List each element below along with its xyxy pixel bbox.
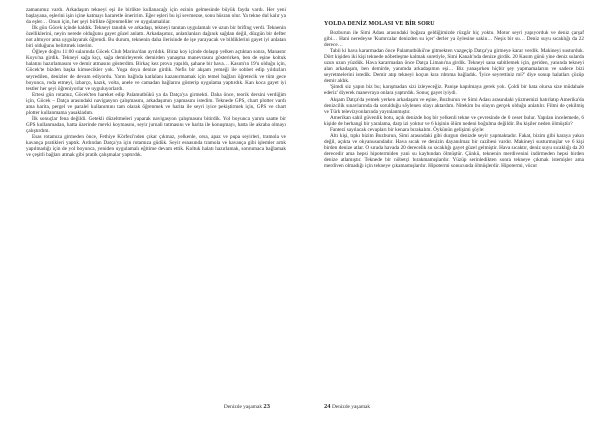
footer-label: Denizde yaşamak — [223, 404, 263, 410]
paragraph: Amerikan sahil güvenlik botu, açık denizde boş bir yelkenli tekne ve çevresinde de 6 ceset bulur. Yapılan incelemede, 6 kişide de herhangi bir yaralama, darp izi yoktur ve 6 kişinin ölüm nedeni boğulma değildir. Bu kişiler neden ölmüştür? — [324, 114, 584, 127]
footer-label: Denizde yaşamak — [331, 404, 371, 410]
paragraph: Fantezi sayılacak cevapları bir kenara bırakalım. Öykünün gelişimi şöyle: — [330, 126, 485, 133]
paragraph: Ertesi gün rotamız, Göcek'ten hareket edip Palamutbükü ya da Datça'ya girmekti. Daha önce, teorik dersini verdiğim için, Göcek – Datça arasındaki navigasyon çalışmasını, arkadaşımın yapmasını istedim. Teknede GPS, chart plotter vardı ama harita, pergel ve paralel kullanımını tam olarak öğrenmek ve harita ile seyri iyice pekiştirmek için, GPS ve chart plotter kullanmama yasakladım. — [26, 91, 286, 116]
paragraph: 'Şimdi siz yapın biz bu; karışmadan sizi izleyeceğiz. Panişe kapılmaya gerek yok. Çoldi bir hata olursa size müdahale ederiz' diyerek manevraya onlara yaptırdık. Sonuç gayet iyiydi. — [324, 84, 584, 97]
left-page-text — [26, 7, 286, 158]
paragraph: Akşam Datça'da yemek yerken arkadaşım ve eşine, Bozburun ve Simi Adası arasındaki yüzmemizi hatırlatıp Amerika'da denizcilik sınavlarında da sorulduğu söylenen olayı aktardım. Nitekim bu olayın gerçek olduğu anlatılır. Filmi de çekilmiş ve Türk televizyonlarında yayınlanmıştır. — [324, 96, 584, 115]
left-page-footer — [224, 403, 270, 411]
paragraph: Bozburun ile Simi Adası arasındaki boğaza geldiğimizde rüzgâr hiç yoktu. Motor seyri yapıyorduk ve deniz çarşaf gibi… Hani neredeyse 'Kumrcalar denizden su içer' derler ya öylesine sakin… Neşis bir su… Deniz suyu sıcaklığı da 22 derece… — [324, 30, 584, 49]
page-number: 23 — [263, 403, 270, 410]
paragraph: Altı kişi, tıpkı bizim Bozburun, Simi arasındaki gibi durgun denizde seyir yapmaktadır. Fakat, bizim gibi karaya yakın değil, açıkta ve okyanusundadır. Hava sıcak ve denizin dayanılmaz bir cazibesi vardır. Makineyi susturmuşlar ve 6 kişi birden denize atlar. O sırada havada 20 derecelik su sıcaklığı gayet güzel gelmiştir. Hava sıcaktır, deniz suyu sıcaklığı da 20 derecedir ama hepsi hipotermiden yani su kaybından ölmüştür. Çünkü, teknenin merdivenini indirmeden hepsi birden denize atlamıştır. Teknede bir nöbetçi bırakmamışlardır. Yüzüp serinledikten sonra tekneye çıkmak istemişler ama merdiven olmadığı için tekneye çıkamamışlardır. Hipotermi sonucunda ölmüşlerdir. Hipotermi, vücut — [324, 132, 584, 170]
paragraph: Öğleye doğru 11:00 sularında Göcek Club Marina'dan ayrıldık. Biraz koy içinde dolaşıp yelken açtıktan sonra, Manastır Koyu'na girdik. Tekneyi sağa kıçı, sağa demirleyerek demirden yanaşma manevrasını gösterirken, ben de eşine koltuk halatını hazırlamasını ve demir atmasını gösterdim. Birkaç kez prova yapıldı, şahane bir hava… Kasım'ın 19'u olduğu için, Göcek'te bizden başka kimsecikler yok. Yoga doya denize girdik. Nefis bir akşam yemeği ile sohbet edip yıldızları seyredilen, denizler de devam ediyordu. Yarın bağlıda katlalanı kazanırmamak için temel bağları öğretecik ve tüm gece boyunca, roda etmeyi, izbarço, kazık, volta, anele ve camadan bağlarını gösterip uygulama yaptırdık. Kan koca gayet iyi testler her şeyi öğreniyorlar ve uyguluyorlardı. — [26, 49, 286, 92]
right-page-footer — [324, 403, 370, 411]
paragraph: İlk sonuçlar fena değildi. Getekli düzeltmeleri yaparak navigasyon çalışmasını bitirdik. Yol boyunca yarım saatte bir GPS kullanmadan, hatta üzerinde mevki koymasını, seyir jurnali tutmasını ve harita ile konuşmayı, hatta ile akraba olmayı çalıştırdım. — [26, 115, 286, 134]
page-number: 24 — [324, 403, 331, 410]
right-page — [300, 0, 600, 427]
right-page-text — [324, 21, 584, 169]
paragraph: Tabii ki hava kararmadan önce Palamutbükü'ne gitmekten vazgeçip Datça'ya girmeye karar verdik. Makineyi susturduk. Dört kişiden iki kişi teknede nöbetleşme kalmak suretiyle, Simi Kanalı'nda denize girdik. 20 Kasım günü yine deniz sularda uzun uzun yüzdük. Hava kararmadan önce Datça Limanı'na girdik. Tekneyi sana sabitlemek için, geriden, yanında tekneyi alan arkadaşım, ben demirde, yanımda arkadaşımın eşi… Biz yanaşırken hiçbir şey yapmamalarını ve sadece bizi seyretmelerini istedik. Demir atıp tekneyi koçun kıra rıhtıma bağladık. 'İyice seyrettiniz mi?' diye sonup halatları çözüp demir aldık. — [324, 48, 584, 85]
paragraph: Esas rotamıza girmeden önce, Fethiye Körfezi'nden çıkar çıkmaz, yelkenle, orsa, apaz ve pupa seyirleri, tramola ve kavança pratikleri yaptık. Ardından Datça'ya için rotamıza güdük. Seyir esnasında tramola ve kavança gibi işlemler artık yapılmadığı için de yol boyunca, yeniden uygulamalı eğitime devam ettik. Koltuk halatı hazırlamak, sonrumaca bağlamak ve çeşitli bağları atmak gibi pratik çalışmalar yaptırdık. — [26, 133, 286, 159]
section-title: YOLDA DENİZ MOLASI VE BİR SORU — [324, 21, 435, 27]
paragraph: zamanımız vardı. Arkadaşım tekneyi eşi ile birlikte kullanacağı için ezinin gelmesinde büyük fayda vardı. Her yeni başlayana, eşlerini işin içine katmayı hararetle öneririm. Eğer eşleri bu işi sevmezse, sonu hüsran olur. Ya tekne dul kalır ya da eşler… Onun için, her şeyi birlikte öğrenmeliler ve uygulamalılar. — [26, 7, 286, 26]
paragraph: İlk gün Göcek içinde kaldık. Tekneyi tanıdık ve arkadaşı, tekneyi tanıtan uygulamalı ve uzun bir brifing verdi. Teknenin özelliklerini, neyin nerede olduğunu gayet güzel anlattı. Arkadaşımız, anlatılanları dağınık sağdan değil, düzgün bir defter not almıyor ama uygulayarak öğrendi. Bu durum, teknenin daha ilerisinde de işe yarayacak ve bildiklerini gayet iyi anlatan biri olduğunu belirtmek isterim. — [26, 25, 286, 50]
